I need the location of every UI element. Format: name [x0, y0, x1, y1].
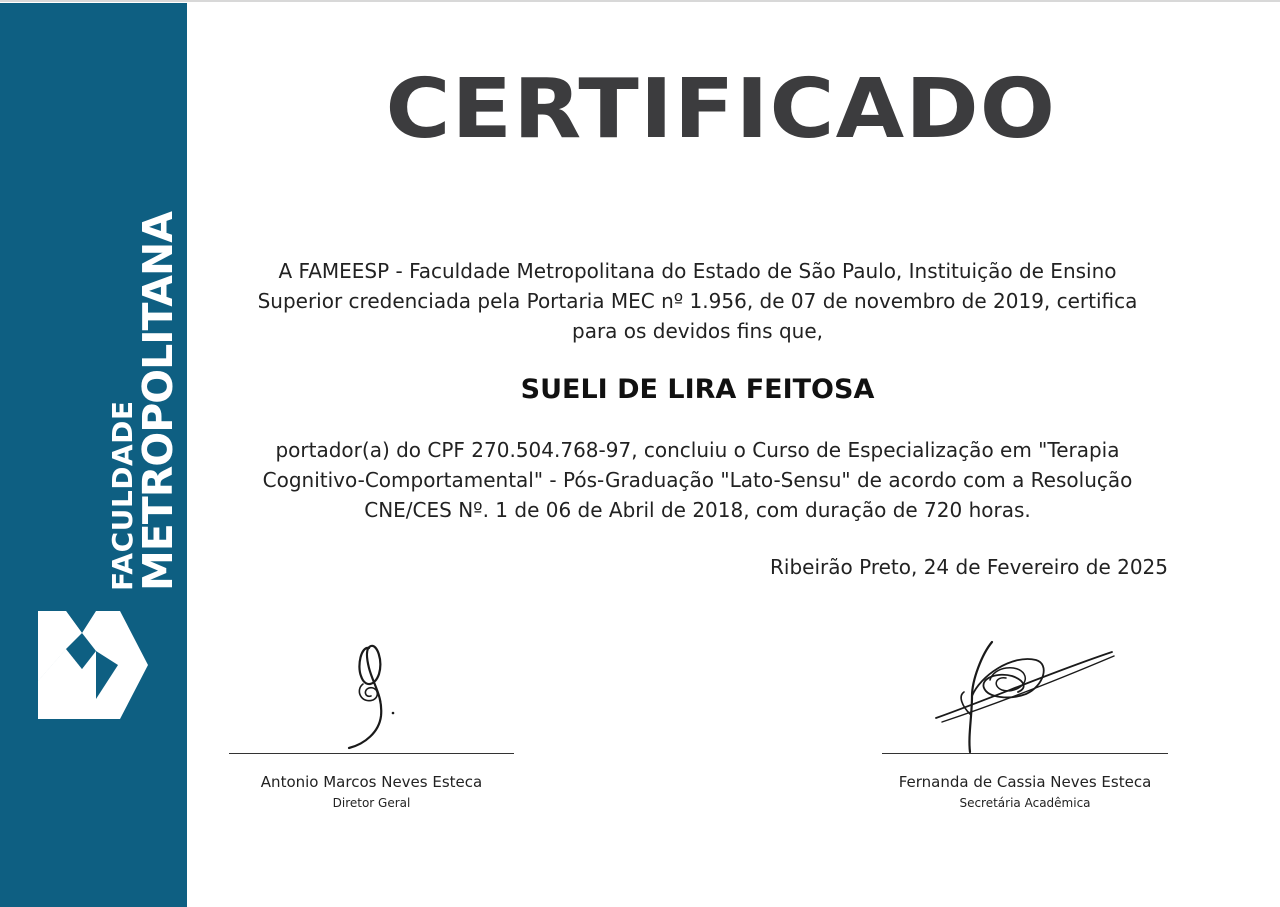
right-signer-name: Fernanda de Cassia Neves Esteca: [898, 773, 1152, 791]
left-signature-image: [335, 636, 415, 754]
right-signature-line: [882, 753, 1168, 754]
body-line: portador(a) do CPF 270.504.768-97, concluiu o Curso de Especialização em "Terapia: [275, 438, 1120, 462]
intro-paragraph: [230, 256, 1165, 346]
body-paragraph: [230, 435, 1165, 525]
brand-top-text: FACULDADE: [106, 400, 139, 591]
intro-line: para os devidos fins que,: [572, 319, 823, 343]
certificate-title: CERTIFICADO: [385, 62, 1057, 157]
brand-wordmark: [106, 211, 182, 591]
right-signer-role: Secretária Acadêmica: [959, 796, 1091, 810]
body-line: CNE/CES Nº. 1 de 06 de Abril de 2018, com duração de 720 horas.: [364, 498, 1031, 522]
left-signer-name: Antonio Marcos Neves Esteca: [260, 773, 483, 791]
logo-m-icon: [38, 611, 150, 719]
place-and-date: Ribeirão Preto, 24 de Fevereiro de 2025: [770, 555, 1168, 579]
left-signature-line: [229, 753, 514, 754]
body-line: Cognitivo-Comportamental" - Pós-Graduação "Lato-Sensu" de acordo com a Resolução: [262, 468, 1133, 492]
brand-bottom-text: METROPOLITANA: [134, 211, 182, 591]
recipient-name: SUELI DE LIRA FEITOSA: [520, 374, 875, 405]
left-signer-role: Diretor Geral: [332, 796, 411, 810]
intro-line: A FAMEESP - Faculdade Metropolitana do Estado de São Paulo, Instituição de Ensino: [278, 259, 1117, 283]
right-signature-image: [932, 636, 1117, 754]
intro-line: Superior credenciada pela Portaria MEC nº 1.956, de 07 de novembro de 2019, certifica: [257, 289, 1138, 313]
top-border: [0, 0, 1280, 2]
